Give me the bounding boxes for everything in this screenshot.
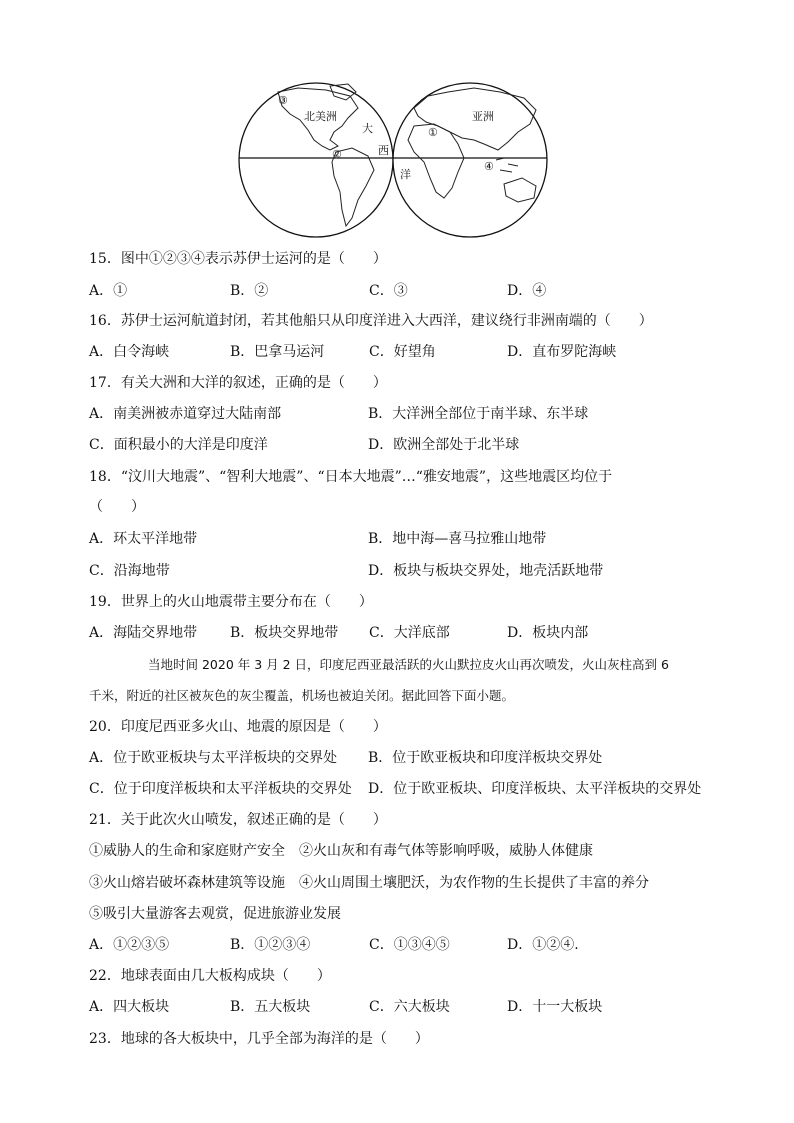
q18-option-d: D．板块与板块交界处，地壳活跃地带 [368,563,604,579]
q19-option-d: D．板块内部 [507,625,589,641]
q17-option-a: A．南美洲被赤道穿过大陆南部 [89,406,282,422]
label-asia: 亚洲 [472,110,494,123]
marker-3: ③ [278,94,288,107]
label-xi: 西 [378,144,389,157]
q19-option-c: C．大洋底部 [369,625,450,641]
q20-option-d: D．位于欧亚板块、印度洋板块、太平洋板块的交界处 [368,781,702,797]
q18-option-a: A．环太平洋地带 [89,531,198,547]
q20-stem: 20．印度尼西亚多火山、地震的原因是（ ） [89,719,387,735]
marker-1: ① [428,126,438,139]
q21-option-d: D．①②④. [507,937,579,953]
q18-stem-cont: （ ） [89,499,145,515]
q18-option-c: C．沿海地带 [89,563,170,579]
marker-4: ④ [484,160,494,173]
q16-option-a: A．白令海峡 [89,344,170,360]
q17-option-d: D．欧洲全部处于北半球 [368,437,520,453]
q20-option-a: A．位于欧亚板块与太平洋板块的交界处 [89,750,338,766]
label-da: 大 [362,122,373,135]
q16-option-d: D．直布罗陀海峡 [507,344,617,360]
passage-line-2: 千米，附近的社区被灰色的灰尘覆盖，机场也被迫关闭。据此回答下面小题。 [89,688,515,703]
q21-stem: 21．关于此次火山喷发，叙述正确的是（ ） [89,812,387,828]
passage-line-1: 当地时间 2020 年 3 月 2 日，印度尼西亚最活跃的火山默拉皮火山再次喷发，火山灰柱高到 6 [148,657,669,672]
q22-stem: 22．地球表面由几大板构成块（ ） [89,968,331,984]
label-north-america: 北美洲 [304,110,337,123]
q22-option-a: A．四大板块 [89,999,170,1015]
q17-option-c: C．面积最小的大洋是印度洋 [89,437,268,453]
q17-stem: 17．有关大洲和大洋的叙述，正确的是（ ） [89,375,387,391]
q16-option-c: C．好望角 [369,344,436,360]
q22-option-d: D．十一大板块 [507,999,603,1015]
q19-option-b: B．板块交界地带 [230,625,339,641]
q16-stem: 16．苏伊士运河航道封闭，若其他船只从印度洋进入大西洋，建议绕行非洲南端的（ ） [89,313,653,329]
q21-statement-2: ③火山熔岩破坏森林建筑等设施 ④火山周围土壤肥沃，为农作物的生长提供了丰富的养分 [89,875,649,891]
q21-option-c: C．①③④⑤ [369,937,450,953]
q18-option-b: B．地中海—喜马拉雅山地带 [368,531,547,547]
q21-statement-1: ①威胁人的生命和家庭财产安全 ②火山灰和有毒气体等影响呼吸，威胁人体健康 [89,843,593,859]
label-yang: 洋 [400,168,411,181]
q21-option-b: B．①②③④ [230,937,311,953]
q15-option-b: B．② [230,283,269,299]
q23-stem: 23．地球的各大板块中，几乎全部为海洋的是（ ） [89,1031,429,1047]
q16-option-b: B．巴拿马运河 [230,344,325,360]
q22-option-c: C．六大板块 [369,999,450,1015]
q20-option-b: B．位于欧亚板块和印度洋板块交界处 [368,750,603,766]
q17-option-b: B．大洋洲全部位于南半球、东半球 [368,406,589,422]
world-hemispheres-map [238,80,558,240]
q20-option-c: C．位于印度洋板块和太平洋板块的交界处 [89,781,352,797]
q21-option-a: A．①②③⑤ [89,937,170,953]
q19-option-a: A．海陆交界地带 [89,625,198,641]
q15-option-a: A．① [89,283,128,299]
q15-option-c: C．③ [369,283,408,299]
marker-2: ② [332,148,342,161]
q15-option-d: D．④ [507,283,547,299]
q18-stem: 18．“汶川大地震”、“智利大地震”、“日本大地震”…“雅安地震”，这些地震区均位于 [89,469,613,485]
q19-stem: 19．世界上的火山地震带主要分布在（ ） [89,594,373,610]
q15-stem: 15．图中①②③④表示苏伊士运河的是（ ） [89,251,387,267]
q22-option-b: B．五大板块 [230,999,311,1015]
q21-statement-3: ⑤吸引大量游客去观赏，促进旅游业发展 [89,906,341,922]
